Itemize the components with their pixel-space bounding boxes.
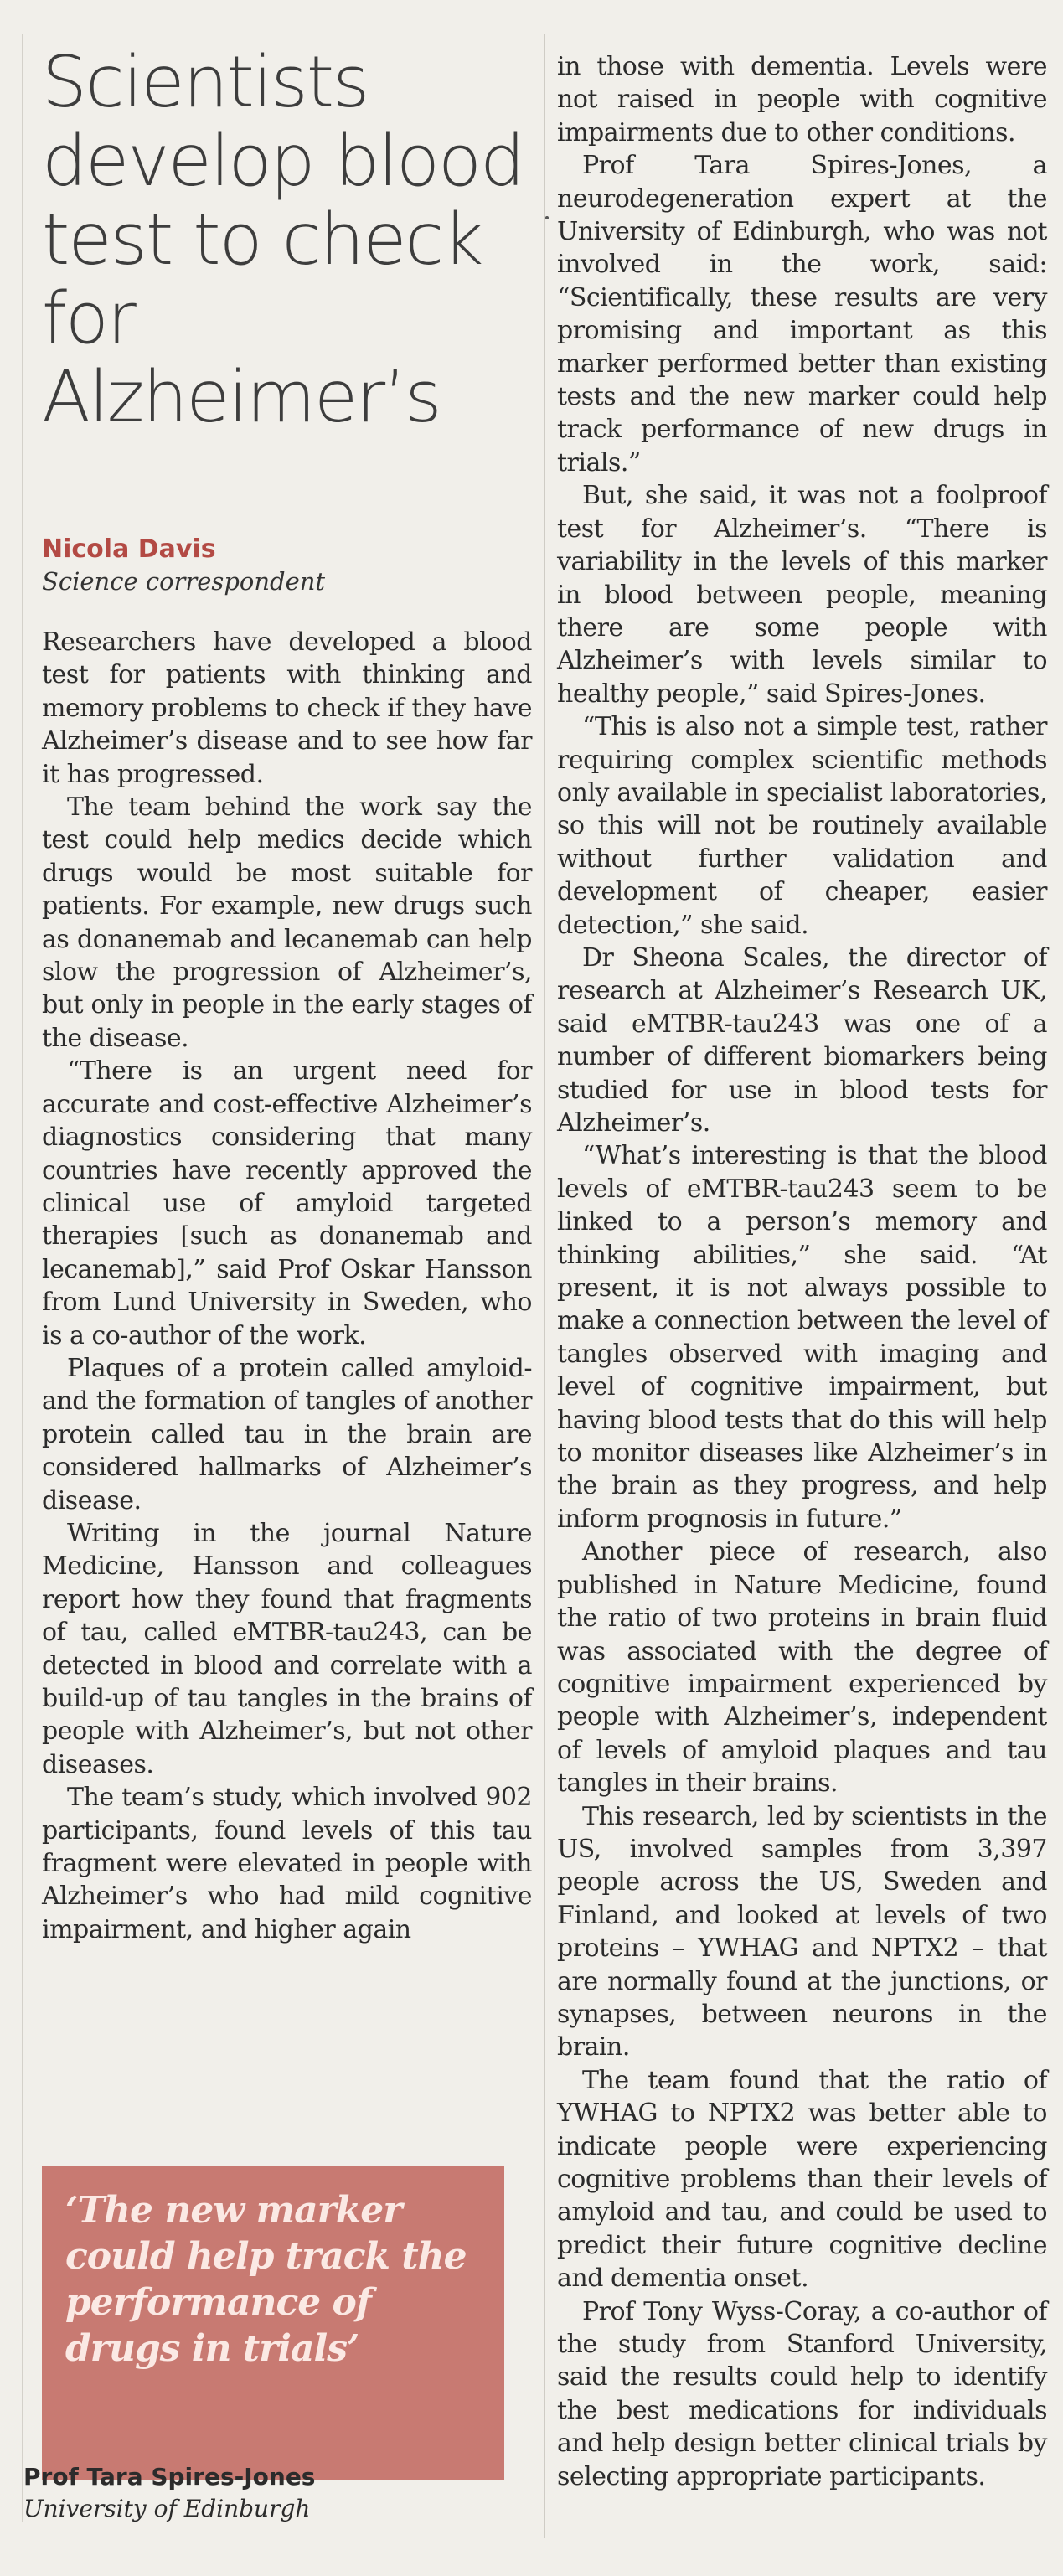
paragraph: Another piece of research, also published in Nature Medicine, found the ratio of two proteins in brain fluid was associated with the degree of cognitive impairment experienced by people with Alzheimer’s, independent of levels of amyloid plaques and tau tangles in their brains. xyxy=(557,1537,1047,1799)
paragraph: But, she said, it was not a foolproof test for Alzheimer’s. “There is variability in the levels of this marker in blood between people, meaning there are some people with Alzheimer’s with levels similar to healthy people,” said Spires-Jones. xyxy=(557,481,1047,709)
paragraph: Plaques of a protein called amyloid- and the formation of tangles of another protein called tau in the brain are considered hallmarks of Alzheimer’s disease. xyxy=(42,1353,532,1515)
paragraph: Writing in the journal Nature Medicine, Hansson and colleagues report how they found that fragments of tau, called eMTBR-tau243, can be detected in blood and correlate with a build-up of tau tangles in the brains of people with Alzheimer’s, but not other diseases. xyxy=(42,1518,532,1779)
paragraph: Prof Tara Spires-Jones, a neurodegeneration expert at the University of Edinburgh, who was not involved in the work, said: “Scientifically, these results are very promising and important as this marker performed better than existing tests and the new marker could help track performance of new drugs in trials.” xyxy=(557,151,1047,478)
paragraph: Prof Tony Wyss-Coray, a co-author of the study from Stanford University, said the results could help to identify the best medications for individuals and help design better clinical trials by selecting appropriate participants. xyxy=(557,2296,1047,2491)
paragraph: The team behind the work say the test could help medics decide which drugs would be most suitable for patients. For example, new drugs such as donanemab and lecanemab can help slow the progression of Alzheimer’s, but only in people in the early stages of the disease. xyxy=(42,792,532,1053)
author-role: Science correspondent xyxy=(42,567,326,596)
pullquote-box xyxy=(42,2166,504,2480)
left-column xyxy=(42,41,532,1946)
right-body xyxy=(557,50,1047,2493)
paragraph: This research, led by scientists in the US, involved samples from 3,397 people across the US, Sweden and Finland, and looked at levels of two proteins – YWHAG and NPTX2 – that are normally found at the junctions, or synapses, between neurons in the brain. xyxy=(557,1801,1047,2062)
paragraph: “There is an urgent need for accurate and cost-effective Alzheimer’s diagnostics considering that many countries have recently approved the clinical use of amyloid targeted therapies [such as donanemab and lecanemab],” said Prof Oskar Hansson from Lund University in Sweden, who is a co-author of the work. xyxy=(42,1056,532,1350)
byline xyxy=(42,534,532,597)
pullquote-role: University of Edinburgh xyxy=(23,2495,311,2522)
print-speck xyxy=(545,216,549,219)
column-divider xyxy=(544,34,545,2538)
paragraph: “This is also not a simple test, rather requiring complex scientific methods only available in specialist laboratories, so this will not be routinely available without further validation and development of cheaper, easier detection,” she said. xyxy=(557,712,1047,940)
paragraph: in those with dementia. Levels were not raised in people with cognitive impairments due to other conditions. xyxy=(557,52,1047,147)
pullquote-attribution xyxy=(23,2461,442,2525)
paragraph: The team found that the ratio of YWHAG to NPTX2 was better able to indicate people were experiencing cognitive problems than their levels of amyloid and tau, and could be used to predict their future cognitive decline and dementia onset. xyxy=(557,2065,1047,2294)
paragraph: The team’s study, which involved 902 participants, found levels of this tau fragment were elevated in people with Alzheimer’s who had mild cognitive impairment, and higher again xyxy=(42,1783,532,1944)
pullquote-name: Prof Tara Spires-Jones xyxy=(23,2463,316,2491)
paragraph: Dr Sheona Scales, the director of research at Alzheimer’s Research UK, said eMTBR-tau243 was one of a number of different biomarkers being studied for use in blood tests for Alzheimer’s. xyxy=(557,942,1047,1138)
left-margin-rule xyxy=(22,34,23,2522)
paragraph: “What’s interesting is that the blood levels of eMTBR-tau243 seem to be linked to a person’s memory and thinking abilities,” she said. “At present, it is not always possible to make a connection between the level of tangles observed with imaging and level of cognitive impairment, but having blood tests that do this will help to monitor diseases like Alzheimer’s in the brain as they progress, and help inform prognosis in future.” xyxy=(557,1141,1047,1534)
pullquote-text: ‘The new marker could help track the performance of drugs in trials’ xyxy=(65,2189,467,2370)
headline: Scientists develop blood test to check for Alzheimer’s xyxy=(42,41,524,439)
paragraph: Researchers have developed a blood test for patients with thinking and memory problems to check if they have Alzheimer’s disease and to see how far it has progressed. xyxy=(42,627,532,789)
right-column xyxy=(557,50,1047,2493)
author-name: Nicola Davis xyxy=(42,534,216,564)
left-body xyxy=(42,626,532,1946)
